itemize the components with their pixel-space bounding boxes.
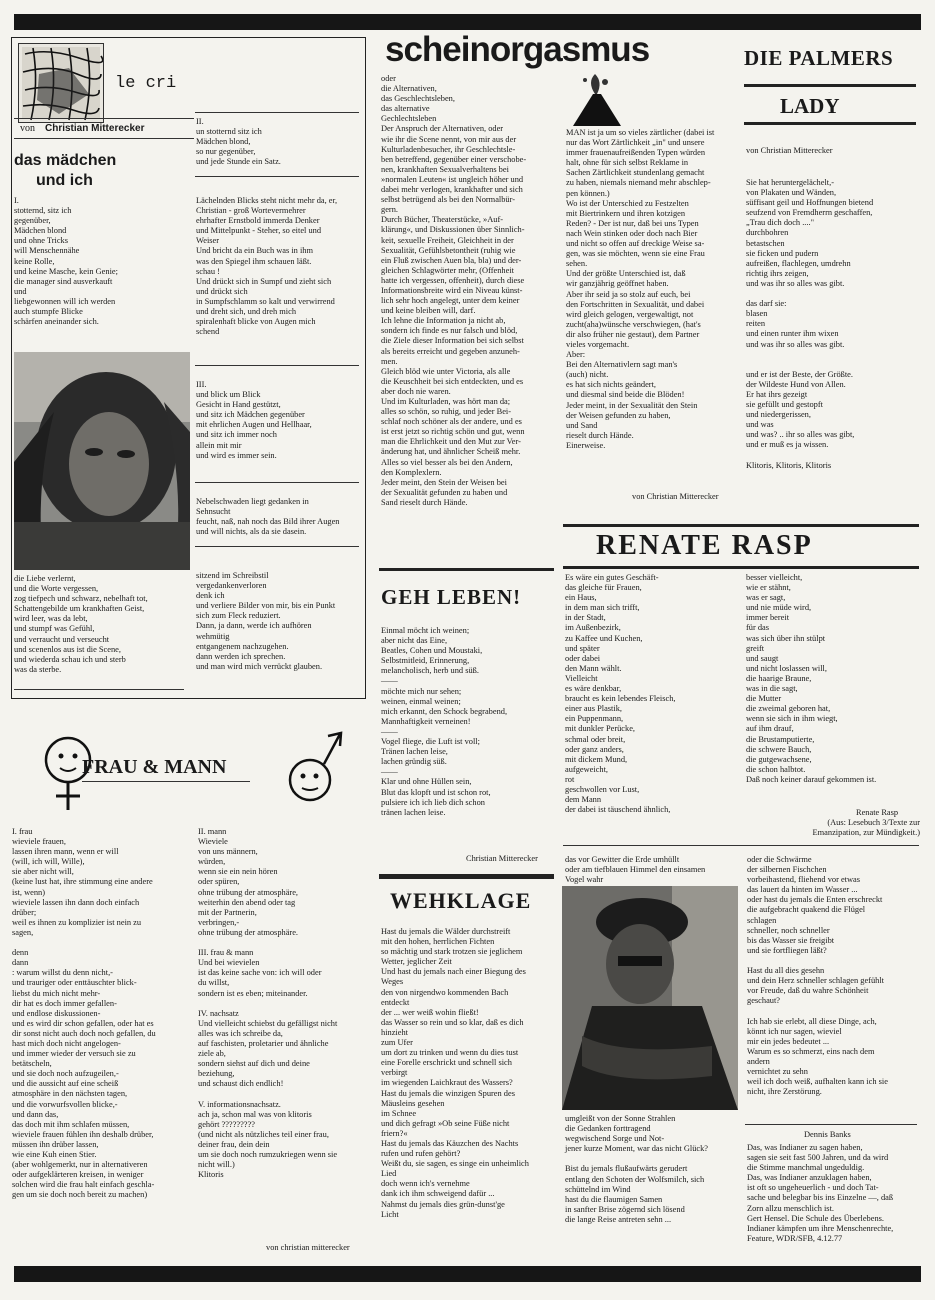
dennis-banks-photo [562, 886, 738, 1110]
palmers-byline: von Christian Mitterecker [746, 146, 833, 155]
volcano-icon [565, 70, 625, 128]
geh-leben-title: GEH LEBEN! [381, 585, 522, 609]
maedchen-part3c: sitzend im Schreibstil vergedankenverloren denk ich und verliere Bilder von mir, bis ein Punkt sich zum Fleck reduziert. Dann, ja dann, werde ich aufhören wehmütig entgangenem nachzugehen. dann werden ich sprechen. und man wird mich verrückt glauben. [196, 571, 336, 671]
palmers-poem: Sie hat heruntergelächelt,- von Plakaten und Wänden, süffisant geil und Hoffnungen bietend seufzend von Fremdherrn geschaffen, „Trau dich doch ...." durchbohren betastschen sie ficken und pudern aufreißen, flachlegen, umdrehn richtig ihrs zeigen, und was ihr so alles was gibt. das darf sie: blasen reiten und einen runter ihm wixen und was ihr so alles was gibt. und er ist der Beste, der Größte. der Wildeste Hund von Allen. Er hat ihrs gezeigt sie gefüllt und gestopft und niedergerissen, und was und was? .. ihr so alles was gibt, und er muß es ja wissen. Klitoris, Klitoris, Klitoris [746, 178, 874, 470]
wehklage-col2b: umgleißt von der Sonne Strahlen die Gedanken forttragend wegwischend Sorge und Not- jener kurze Moment, war das nicht Glück? Bist du jemals flußaufwärts gerudert entlang den Schoten der Wolfsmilch, sich schüttelnd im Wind hast du die flaumigen Samen in sanfter Brise zögernd sich lösend die lange Reise antreten sehn ... [565, 1114, 709, 1224]
maedchen-part3: III. und blick um Blick Gesicht in Hand gestützt, und sitz ich Mädchen gegenüber mit ehrlichen Augen und Hellhaar, und sitz ich immer noch allein mit mir und wird es immer sein. [196, 380, 312, 460]
scheinorgasmus-title: scheinorgasmus [385, 30, 650, 69]
scheinorgasmus-col2: MAN ist ja um so vieles zärtlicher (dabei ist nur das Wort Zärtlichkeit „in" und unsere immer frauenaufreißenden Typen würden halt, ohne für sich selbst Reklame in Sachen Zärtlichkeit stundenlang gemacht zu haben, niemals niemand mehr abschlep- pen können.) Wo ist der Unterschied zu Festzelten mit Biertrinkern und ihren kotzigen Reden? - Der ist nur, daß bei uns Typen nach Wein stinken oder doch nach Bier und nicht so offen auf dreckige Weise sa- gen, was sie möchten, wenn sie eine Frau sehen. Und der größte Unterschied ist, daß wir ganzjährig geöffnet haben. Aber ihr seid ja so stolz auf euch, bei den Fortschritten in Sexualität, und dabei wird gleich gelogen, vergewaltigt, not zucht(aha)wünsche verschwiegen, (hat's dir also früher nie gestaut), dem Partner vieles vorgemacht. Aber: Bei den Alternativlern sagt man's (auch) nicht. es hat sich nichts geändert, und diesmal sind beide die Blöden! Jeder meint, in der Sexualität den Stein der Weisen gefunden zu haben, und Sand rieselt durch Hände. Einerweise. [566, 128, 715, 450]
portrait-photo [14, 352, 190, 570]
byline-prefix: von [20, 123, 35, 134]
byline-name: Christian Mitterecker [45, 123, 145, 134]
maedchen-part2: II. un stotternd sitz ich Mädchen blond, so nur gegenüber, und jede Stunde ein Satz. [196, 117, 281, 167]
rasp-source: (Aus: Lesebuch 3/Texte zur Emanzipation, zur Mündigkeit.) [812, 818, 920, 838]
geh-leben-poem: Einmal möcht ich weinen; aber nicht das Eine, Beatles, Cohen und Moustaki, Selbstmitleid, Erinnerung, melancholisch, herb und süß. —— möchte mich nur sehen; weinen, einmal weinen; mich erkannt, den Schock begrabend, Mannhaftigkeit verneinen! —— Vogel fliege, die Luft ist voll; Tränen lachen leise, lachen gründig süß. —— Klar und ohne Hüllen sein, Blut das klopft und ist schon rot, pulsiere ich ich lieb dich schon tränen lachen leise. [381, 626, 508, 817]
palmers-subtitle: LADY [780, 94, 840, 118]
rasp-signature: Renate Rasp [856, 808, 899, 817]
bottom-border-bar [14, 1266, 921, 1282]
maedchen-part1: I. stotternd, sitz ich gegenüber, Mädchen blond und ohne Tricks will Menschennähe keine Rolle, und keine Masche, kein Genie; die manager sind ausverkauft und liebgewonnen will ich werden auch stumpfe Blicke schärfen aneinander sich. [14, 196, 118, 327]
scheinorgasmus-byline: von Christian Mitterecker [632, 492, 719, 501]
rasp-col2: besser vielleicht, wie er stähnt, was er sagt, und nie müde wird, immer bereit für das was sich über ihn stülpt greift und saugt und nicht loslassen will, die haarige Braune, was in die sagt, die Mutter die zweimal geboren hat, wenn sie sich in ihm wiegt, auf ihm drauf, die Brustamputierte, die schwere Bauch, die gutgewachsene, die schon halbtot. Daß noch keiner darauf gekommen ist. [746, 573, 877, 784]
frau-mann-col1: I. frau wieviele frauen, lassen ihren mann, wenn er will (will, ich will, Wille), sie aber nicht will, (keine lust hat, ihre stimmung eine andere ist, wenn) wieviele lassen ihn dann doch einfach drüber; weil es ihnen zu komplizier ist nein zu sagen, denn dann : warum willst du denn nicht,- und trauriger oder enttäuschter blick- liebst du mich nicht mehr- dir hat es doch immer gefallen- und endlose diskussionen- und es wird dir schon gefallen, oder hat es dir sonst nicht auch doch noch gefallen, du hast mich doch nicht angelogen- und immer wieder der versuch sie zu betätscheln, und sie doch noch aufzugeilen,- und die aussicht auf eine scheiß atmosphäre in den nächsten tagen, und die vorwurfsvollen blicke,- und dann das, das doch mit ihm schlafen müssen, wieviele frauen fühlen ihn deshalb drüber, müssen ihn drüber lassen, wie eine Kuh einen Stier. (aber wohlgemerkt, nur in alternativeren oder aufgeklärteren kreisen, in weniger solchen wird die frau halt einfach geschla- gen um sie doch noch bereit zu machen) [12, 827, 156, 1200]
maedchen-title-line1: das mädchen [14, 152, 117, 169]
maedchen-part3b: Nebelschwaden liegt gedanken in Sehnsucht feucht, naß, nah noch das Bild ihrer Augen und will nichts, als da sie dasein. [196, 497, 340, 537]
palmers-title: DIE PALMERS [744, 46, 894, 70]
maedchen-part1-end: die Liebe verlernt, und die Worte vergessen, zog tiefpech und schwarz, nebelhaft tot, Schattengebilde um krankhaften Geist, wird leer, was da lebt, und stumpf was Gefühl, und verraucht und verseucht und scenenlos aus ist die Scene, und wiederda schau ich und sterb was da sterbe. [14, 574, 148, 674]
rasp-title: RENATE RASP [596, 530, 813, 561]
scheinorgasmus-col1: oder die Alternativen, das Geschlechtsleben, das alternative Gechlechtsleben Der Anspruch der Alternativen, oder wie ihr die Scene nennt, von mir aus der Kulturladenbesucher, ihr Geschlechtsle- ben betreffend, gegenüber einer verschobe- nen, krankhaften Sexualverhaltens bei »normalen Leuten« ist ungleich höher und dabei mehr verlogen, krankhafter und sich selbst betrügend als bei den Normalbür- gern. Durch Bücher, Theaterstücke, »Auf- klärung«, und Diskussionen über Sinnlich- keit, sexuelle Freiheit, Gleichheit in der Sexualität, Gefühlsbetontheit (ruhig wie ein Fluß zwischen Auen bla, bla) und der- gleichen Schlagwörter mehr, (Offenheit hatte ich vergessen, offenheit), durch diese Informationsbreite wird ein Niveau künst- lich sehr hoch angelegt, unter dem keiner und keine bleiben will, darf. Ich lehne die Information ja nicht ab, sondern ich finde es nur falsch und blöd, die Ziele dieser Information bei sich selbst als bereits erreicht und gegeben anzuneh- men. Gleich blöd wie unter Victoria, als alle die Keuschheit bei sich entdeckten, und es aber doch nie waren. Und im Kulturladen, was hört man da; alles so schön, so ruhig, und jeder Bei- schlaf noch schöner als der andere, und es ist erst jetzt so richtig schön und gut, wenn man die Ehrlichkeit und den Mut zur Ver- änderung hat, und ähnlicher Scheiß mehr. Alles so viel besser als bei den Andern, den Komplexlern. Jeder meint, den Stein der Weisen bei der Sexualität gefunden zu haben und Sand rieselt durch Hände. [381, 74, 527, 507]
wehklage-col3: oder die Schwärme der silbernen Fischchen vorbeihastend, fliehend vor etwas das lauert da hinten im Wasser ... oder hast du jemals die Enten erschreckt die aufgebracht quakend die Flügel schlagen schneller, noch schneller bis das Wasser sie freigibt und sie fortfliegen läßt? Hast du all dies gesehn und dein Herz schneller schlagen gefühlt vor Freude, daß du wahre Schönheit geschaut? Ich hab sie erlebt, all diese Dinge, ach, könnt ich nur sagen, wieviel mir ein jedes bedeutet ... Warum es so schmerzt, eins nach dem andern vernichtet zu sehn weil ich doch weiß, aufhalten kann ich sie nicht, ihre Zerstörung. [747, 855, 888, 1097]
wehklage-author: Dennis Banks [804, 1130, 851, 1139]
wehklage-title: WEHKLAGE [390, 888, 532, 913]
geh-leben-byline: Christian Mitterecker [466, 854, 538, 863]
maedchen-title-line2: und ich [36, 172, 93, 189]
mars-symbol-icon [286, 728, 346, 806]
maedchen-part2b: Lächelnden Blicks steht nicht mehr da, er, Christian - groß Wortevermehrer ehrhafter Ernstbold immerda Denker und Mittelpunkt - Steher, so eitel und Weiser Und bricht da ein Buch was in ihm was den Spiegel ihm schauen läßt. schau ! Und drückt sich in Sumpf und zieht sich und drückt sich in Sumpfschlamm so kalt und verwirrend und dreht sich, und dreh mich spiralenhaft blicke von Augen mich schend [196, 196, 338, 337]
wehklage-col2a: das vor Gewitter die Erde umhüllt oder am tiefblauen Himmel den einsamen Vogel wahr [565, 855, 706, 885]
le-cri-logo-text: le cri [115, 74, 177, 93]
rasp-col1: Es wäre ein gutes Geschäft- das gleiche für Frauen, ein Haus, in dem man sich trifft, in der Stadt, im Außenbezirk, zu Kaffee und Kuchen, und später oder dabei den Mann wählt. Vielleicht es wäre denkbar, braucht es kein lebendes Fleisch, einer aus Plastik, ein Puppenmann, mit dunkler Perücke, schmal oder breit, oder ganz anders, mit dickem Mund, aufgeweicht, rot geschwollen vor Lust, dem Mann der dabei ist täuschend ähnlich, [565, 573, 676, 815]
le-cri-logo [18, 43, 104, 123]
frau-mann-byline: von christian mitterecker [266, 1243, 350, 1252]
frau-mann-title: FRAU & MANN [82, 756, 227, 778]
net-logo-icon [19, 44, 103, 122]
top-border-bar [14, 14, 921, 30]
frau-mann-col2: II. mann Wieviele von uns männern, würden, wenn sie ein nein hören oder spüren, ohne trübung der atmosphäre, weiterhin den abend oder tag mit der Partnerin, verbringen,- ohne trübung der atmosphäre. III. frau & mann Und bei wievielen ist das keine sache von: ich will oder du willst, sondern ist es eben; miteinander. IV. nachsatz Und vielleicht schiebst du gefälligst nicht alles was ich schreibe da, auf faschisten, proletarier und ähnliche ziele ab, sondern siehst auf dich und deine beziehung, und schaust dich endlich! V. informationsnachsatz. ach ja, schon mal was von klitoris gehört ????????? (und nicht als nützliches teil einer frau, deiner frau, dein dein um sie doch noch rumzukriegen wenn sie nicht will.) Klitoris [198, 827, 338, 1180]
wehklage-epilogue: Das, was Indianer zu sagen haben, sagen sie seit fast 500 Jahren, und da wird die Stimme manchmal ungeduldig. Das, was Indianer anzuklagen haben, ist oft so ungeheuerlich - und doch Tat- sache und belegbar bis ins Einzelne —, daß Zorn allzu menschlich ist. Gert Hensel. Die Schule des Überlebens. Indianer kämpfen um ihre Menschenrechte, Feature, WDR/SFB, 4.12.77 [747, 1143, 894, 1243]
wehklage-text: Hast du jemals die Wälder durchstreift mit den hohen, herrlichen Fichten so mächtig und stark trotzen sie jeglichem Wetter, jeglicher Zeit Und hast du jemals nach einer Biegung des Weges den von nirgendwo kommenden Bach entdeckt der ... wer weiß wohin fließt! das Wasser so rein und so klar, daß es dich hinzieht zum Ufer um dort zu trinken und wenn du dies tust eine Forelle erschrickt und schnell sich verbirgt im wiegenden Laichkraut des Wassers? Hast du jemals die winzigen Spuren des Mäusleins gesehen im Schnee und dich gefragt »Ob seine Füße nicht friern?« Hast du jemals das Käuzchen des Nachts rufen und rufen gehört? Weißt du, sie sagen, es singe ein unheimlich Lied doch wenn ich's vernehme dank ich ihm schweigend dafür ... Nahmst du jemals dies grün-dunst'ge Licht [381, 927, 529, 1219]
